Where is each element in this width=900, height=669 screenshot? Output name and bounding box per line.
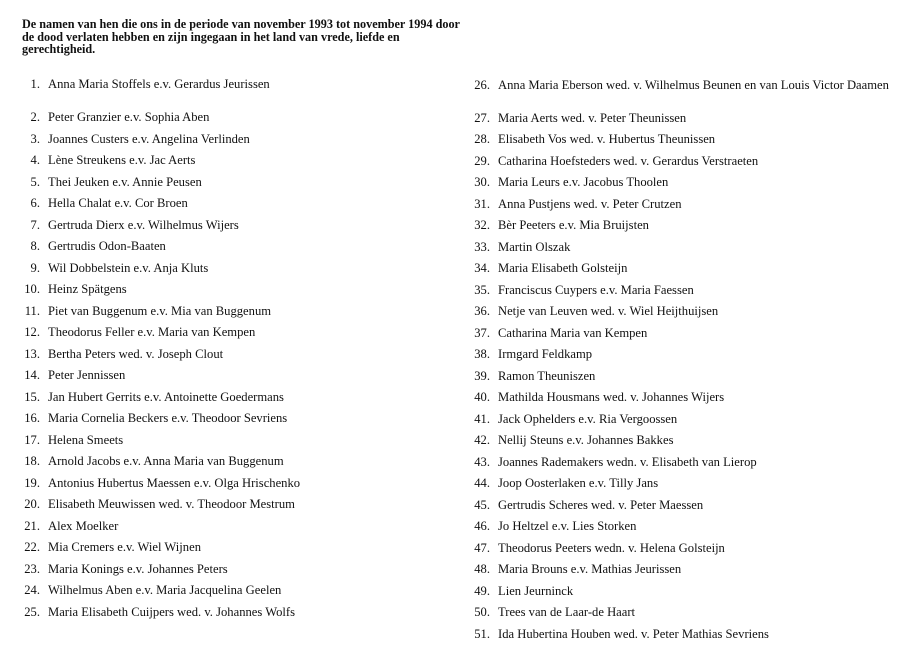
item-number: 36. [474,304,490,318]
item-name: Joop Oosterlaken e.v. Tilly Jans [498,476,659,490]
list-item [14,477,444,499]
item-name: Nellij Steuns e.v. Johannes Bakkes [498,433,674,447]
item-number: 43. [474,454,490,469]
item-number: 25. [24,604,40,619]
item-name: Ramon Theuniszen [498,368,596,383]
item-number: 5. [30,174,40,189]
item-number: 9. [30,260,40,275]
list-item [14,78,444,111]
item-name: Arnold Jacobs e.v. Anna Maria van Buggenum [48,454,284,468]
item-name: Heinz Spätgens [48,282,127,296]
list-item [14,606,444,628]
item-name: Theodorus Feller e.v. Maria van Kempen [48,325,256,339]
item-number: 26. [474,78,490,92]
list-item [14,305,444,327]
item-name: Mia Cremers e.v. Wiel Wijnen [48,540,201,554]
item-name: Netje van Leuven wed. v. Wiel Heijthuijsen [498,304,719,318]
list-item [14,563,444,585]
item-number: 6. [30,196,40,210]
item-name: Anna Maria Eberson wed. v. Wilhelmus Beunen en van Louis Victor Daamen [498,78,889,92]
item-name: Maria Cornelia Beckers e.v. Theodoor Sevriens [48,411,288,425]
list-item [14,154,444,176]
item-number: 46. [474,519,490,533]
item-number: 18. [24,454,40,468]
list-item [14,584,444,606]
item-number: 50. [474,605,490,619]
list-item [14,369,444,391]
item-number: 17. [24,432,40,447]
item-number: 16. [24,411,40,425]
item-number: 21. [24,518,40,533]
item-name: Antonius Hubertus Maessen e.v. Olga Hrischenko [48,475,301,490]
list-item [14,219,444,241]
list-item [14,262,444,284]
list-item [462,585,892,607]
item-name: Peter Jennissen [48,368,126,382]
list-item [462,520,892,542]
list-item [462,391,892,413]
item-number: 38. [474,347,490,361]
list-item [462,370,892,392]
item-name: Helena Smeets [48,432,124,447]
names-list-left [14,78,444,627]
item-name: Alex Moelker [48,518,119,533]
item-number: 7. [30,217,40,232]
list-item [462,155,892,177]
list-item [14,434,444,456]
item-name: Franciscus Cuypers e.v. Maria Faessen [498,282,694,297]
item-name: Mathilda Housmans wed. v. Johannes Wijers [498,390,725,404]
list-item [462,112,892,134]
list-item [462,305,892,327]
item-number: 40. [474,390,490,404]
list-item [14,455,444,477]
list-item [462,434,892,456]
list-item [462,133,892,155]
item-name: Joannes Custers e.v. Angelina Verlinden [48,131,250,146]
list-item [462,219,892,241]
item-number: 3. [30,131,40,146]
item-number: 31. [474,196,490,211]
list-item [14,326,444,348]
item-number: 12. [24,325,40,339]
list-item [462,176,892,198]
item-name: Maria Leurs e.v. Jacobus Thoolen [498,175,669,189]
list-item [462,241,892,263]
item-name: Bertha Peters wed. v. Joseph Clout [48,346,224,361]
item-number: 27. [474,110,490,125]
names-list-right [462,79,892,649]
item-number: 1. [30,77,40,91]
item-name: Trees van de Laar-de Haart [498,605,636,619]
list-item [14,541,444,563]
item-number: 22. [24,540,40,554]
list-item [462,456,892,478]
list-item [14,412,444,434]
item-name: Gertruda Dierx e.v. Wilhelmus Wijers [48,217,239,232]
item-name: Bèr Peeters e.v. Mia Bruijsten [498,218,649,232]
item-number: 33. [474,239,490,254]
item-name: Elisabeth Vos wed. v. Hubertus Theunissen [498,132,716,146]
item-name: Wil Dobbelstein e.v. Anja Kluts [48,260,209,275]
item-number: 24. [24,583,40,597]
list-item [462,477,892,499]
item-name: Lien Jeurninck [498,583,574,598]
item-number: 28. [474,132,490,146]
item-number: 44. [474,476,490,490]
item-name: Ida Hubertina Houben wed. v. Peter Mathias Sevriens [498,626,769,641]
item-name: Wilhelmus Aben e.v. Maria Jacquelina Geelen [48,583,282,597]
item-name: Catharina Maria van Kempen [498,325,648,340]
item-number: 34. [474,261,490,275]
list-item [462,499,892,521]
list-item [462,284,892,306]
item-name: Maria Elisabeth Golsteijn [498,261,628,275]
item-number: 45. [474,497,490,512]
list-item [462,262,892,284]
list-item [462,628,892,650]
item-name: Maria Konings e.v. Johannes Peters [48,561,228,576]
list-item [14,197,444,219]
item-number: 49. [474,583,490,598]
item-number: 47. [474,540,490,555]
item-name: Theodorus Peeters wedn. v. Helena Golsteijn [498,540,725,555]
item-number: 15. [24,389,40,404]
item-number: 48. [474,562,490,576]
item-name: Jo Heltzel e.v. Lies Storken [498,519,637,533]
intro-paragraph: De namen van hen die ons in de periode van november 1993 tot november 1994 door de dood verlaten hebben en zijn ingegaan in het land van vrede, liefde en gerechtigheid. [22,17,460,56]
item-number: 13. [24,346,40,361]
item-number: 29. [474,153,490,168]
item-number: 23. [24,561,40,576]
item-number: 35. [474,282,490,297]
list-item [14,283,444,305]
item-name: Thei Jeuken e.v. Annie Peusen [48,174,202,189]
list-item [14,111,444,133]
item-name: Catharina Hoefsteders wed. v. Gerardus Verstraeten [498,153,759,168]
list-item [462,606,892,628]
item-number: 32. [474,218,490,232]
item-number: 30. [474,175,490,189]
list-item [462,327,892,349]
list-item [462,79,892,112]
item-name: Lène Streukens e.v. Jac Aerts [48,153,196,167]
item-name: Piet van Buggenum e.v. Mia van Buggenum [48,303,272,318]
item-number: 41. [474,411,490,426]
item-name: Jan Hubert Gerrits e.v. Antoinette Goedermans [48,389,284,404]
item-number: 2. [30,110,40,124]
list-item [14,240,444,262]
item-name: Maria Aerts wed. v. Peter Theunissen [498,110,687,125]
item-name: Hella Chalat e.v. Cor Broen [48,196,188,210]
list-item [462,348,892,370]
list-item [14,176,444,198]
list-item [14,391,444,413]
item-name: Anna Maria Stoffels e.v. Gerardus Jeurissen [48,77,270,91]
item-number: 19. [24,475,40,490]
item-number: 14. [24,368,40,382]
list-item [462,563,892,585]
list-item [14,348,444,370]
list-item [462,413,892,435]
item-name: Irmgard Feldkamp [498,347,593,361]
list-item [14,520,444,542]
item-name: Jack Ophelders e.v. Ria Vergoossen [498,411,678,426]
item-number: 8. [30,239,40,253]
item-name: Joannes Rademakers wedn. v. Elisabeth van Lierop [498,454,757,469]
list-item [14,133,444,155]
list-item [462,198,892,220]
item-number: 42. [474,433,490,447]
item-name: Anna Pustjens wed. v. Peter Crutzen [498,196,682,211]
item-name: Gertrudis Odon-Baaten [48,239,166,253]
list-item [462,542,892,564]
item-number: 37. [474,325,490,340]
item-name: Peter Granzier e.v. Sophia Aben [48,110,210,124]
item-number: 51. [474,626,490,641]
item-name: Maria Brouns e.v. Mathias Jeurissen [498,562,682,576]
item-number: 20. [24,497,40,511]
list-item [14,498,444,520]
item-number: 11. [24,303,40,318]
item-number: 39. [474,368,490,383]
item-name: Elisabeth Meuwissen wed. v. Theodoor Mestrum [48,497,295,511]
item-name: Maria Elisabeth Cuijpers wed. v. Johannes Wolfs [48,604,295,619]
item-name: Martin Olszak [498,239,571,254]
item-number: 10. [24,282,40,296]
item-name: Gertrudis Scheres wed. v. Peter Maessen [498,497,704,512]
item-number: 4. [30,153,40,167]
